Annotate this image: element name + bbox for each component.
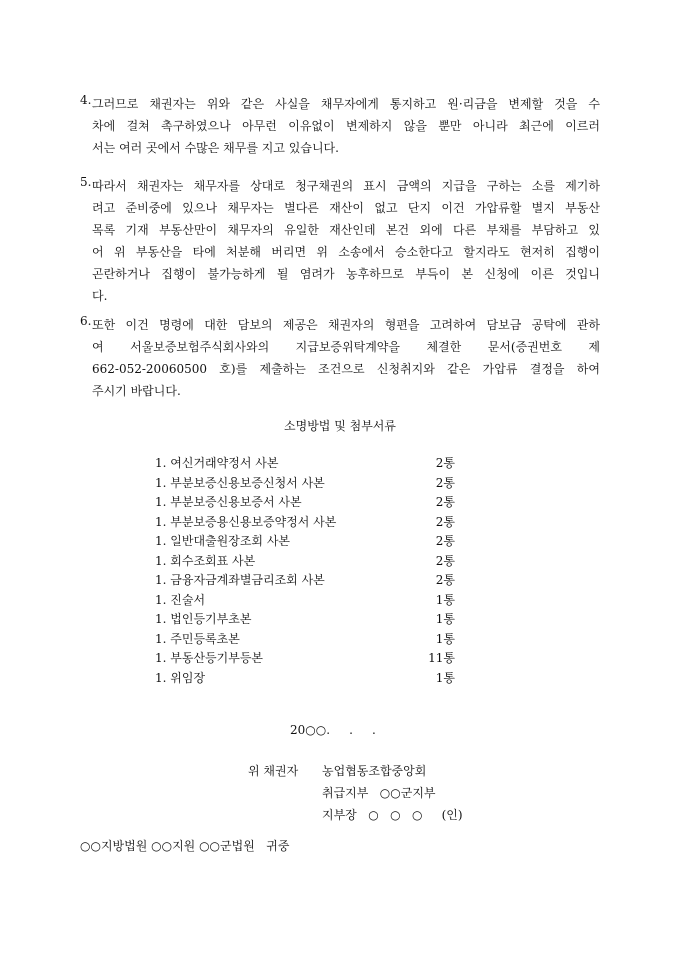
attachment-name: 1. 위임장: [155, 670, 206, 685]
attachment-name: 1. 부분보증용신용보증약정서 사본: [155, 514, 337, 529]
paragraph-line: 려고 준비중에 있으나 채무자는 별다른 재산이 없고 단지 이건 가압류할 별지 부동산: [92, 201, 600, 215]
attachment-item: [155, 669, 455, 689]
paragraph-line: 주시기 바랍니다.: [92, 384, 181, 398]
attachments-list: [155, 454, 455, 688]
attachment-item: [155, 552, 455, 572]
signature-head: 지부장 ○ ○ ○ (인): [322, 808, 463, 822]
attachment-item: [155, 513, 455, 533]
attachment-count: 1통: [435, 670, 455, 685]
paragraph-line: 곤란하거나 집행이 불가능하게 될 염려가 농후하므로 부득이 본 신청에 이른 것입니: [92, 267, 600, 281]
court-addressee: ○○지방법원 ○○지원 ○○군법원 귀중: [80, 839, 290, 853]
paragraph-4: [80, 93, 600, 159]
paragraph-line: 662-052-20060500 호)를 제출하는 조건으로 신청취지와 같은 가압류 결정을 하여: [92, 362, 600, 376]
attachment-count: 11통: [428, 651, 455, 665]
paragraph-line: 차에 걸쳐 촉구하였으나 아무런 이유없이 변제하지 않을 뿐만 아니라 최근에 이르러: [92, 119, 600, 133]
paragraph-number: 5.: [80, 175, 92, 189]
attachment-item: [155, 532, 455, 552]
attachment-name: 1. 부분보증신용보증신청서 사본: [155, 475, 325, 490]
attachment-name: 1. 여신거래약정서 사본: [155, 456, 279, 470]
attachment-item: [155, 649, 455, 669]
paragraph-line: 어 위 부동산을 타에 처분해 버리면 위 소송에서 승소한다고 할지라도 현저히 집행이: [92, 245, 600, 259]
paragraph-line: 또한 이건 명령에 대한 담보의 제공은 채권자의 형편을 고려하여 담보금 공탁에 관하: [92, 318, 600, 332]
attachment-count: 1통: [435, 612, 455, 626]
attachment-name: 1. 진술서: [155, 592, 206, 607]
attachment-count: 2통: [435, 456, 455, 470]
attachment-count: 2통: [435, 495, 455, 509]
attachment-item: [155, 610, 455, 630]
attachment-item: [155, 474, 455, 494]
attachment-count: 2통: [435, 475, 455, 490]
paragraph-line: 목록 기재 부동산만이 채무자의 유일한 재산인데 본건 외에 다른 부채를 부담하고 있: [92, 223, 600, 237]
attachment-count: 1통: [435, 592, 455, 607]
signature-branch: 취급지부 ○○군지부: [322, 786, 436, 800]
attachment-count: 2통: [435, 514, 455, 529]
attachment-name: 1. 회수조회표 사본: [155, 553, 256, 568]
paragraph-line: 서는 여러 곳에서 수많은 채무를 지고 있습니다.: [92, 141, 339, 155]
attachment-name: 1. 부분보증신용보증서 사본: [155, 495, 302, 509]
attachment-name: 1. 법인등기부초본: [155, 612, 252, 626]
attachments-title: 소명방법 및 첨부서류: [284, 419, 396, 433]
attachment-count: 2통: [435, 534, 455, 548]
attachment-count: 2통: [435, 553, 455, 568]
paragraph-line: 그러므로 채권자는 위와 같은 사실을 채무자에게 통지하고 원·리금을 변제할 것을 수: [92, 97, 600, 111]
signature-role-label: 위 채권자: [248, 764, 299, 778]
attachment-item: [155, 454, 455, 474]
document-date: 20○○. . .: [290, 723, 376, 737]
attachment-item: [155, 591, 455, 611]
attachment-item: [155, 493, 455, 513]
attachment-item: [155, 630, 455, 650]
paragraph-line: 따라서 채권자는 채무자를 상대로 청구채권의 표시 금액의 지급을 구하는 소를 제기하: [92, 179, 600, 193]
paragraph-number: 4.: [80, 93, 92, 107]
attachment-name: 1. 부동산등기부등본: [155, 651, 264, 665]
attachment-count: 1통: [435, 631, 455, 646]
paragraph-number: 6.: [80, 314, 92, 328]
attachment-name: 1. 주민등록초본: [155, 631, 240, 646]
attachment-name: 1. 금융자금계좌별금리조회 사본: [155, 573, 325, 587]
paragraph-line: 다.: [92, 289, 108, 303]
attachment-item: [155, 571, 455, 591]
paragraph-5: [80, 175, 600, 307]
paragraph-line: 여 서울보증보험주식회사와의 지급보증위탁계약을 체결한 문서(증권번호 제: [92, 340, 600, 354]
attachment-count: 2통: [435, 573, 455, 587]
paragraph-6: [80, 314, 600, 402]
attachment-name: 1. 일반대출원장조회 사본: [155, 534, 290, 548]
signature-org: 농업협동조합중앙회: [322, 764, 427, 778]
